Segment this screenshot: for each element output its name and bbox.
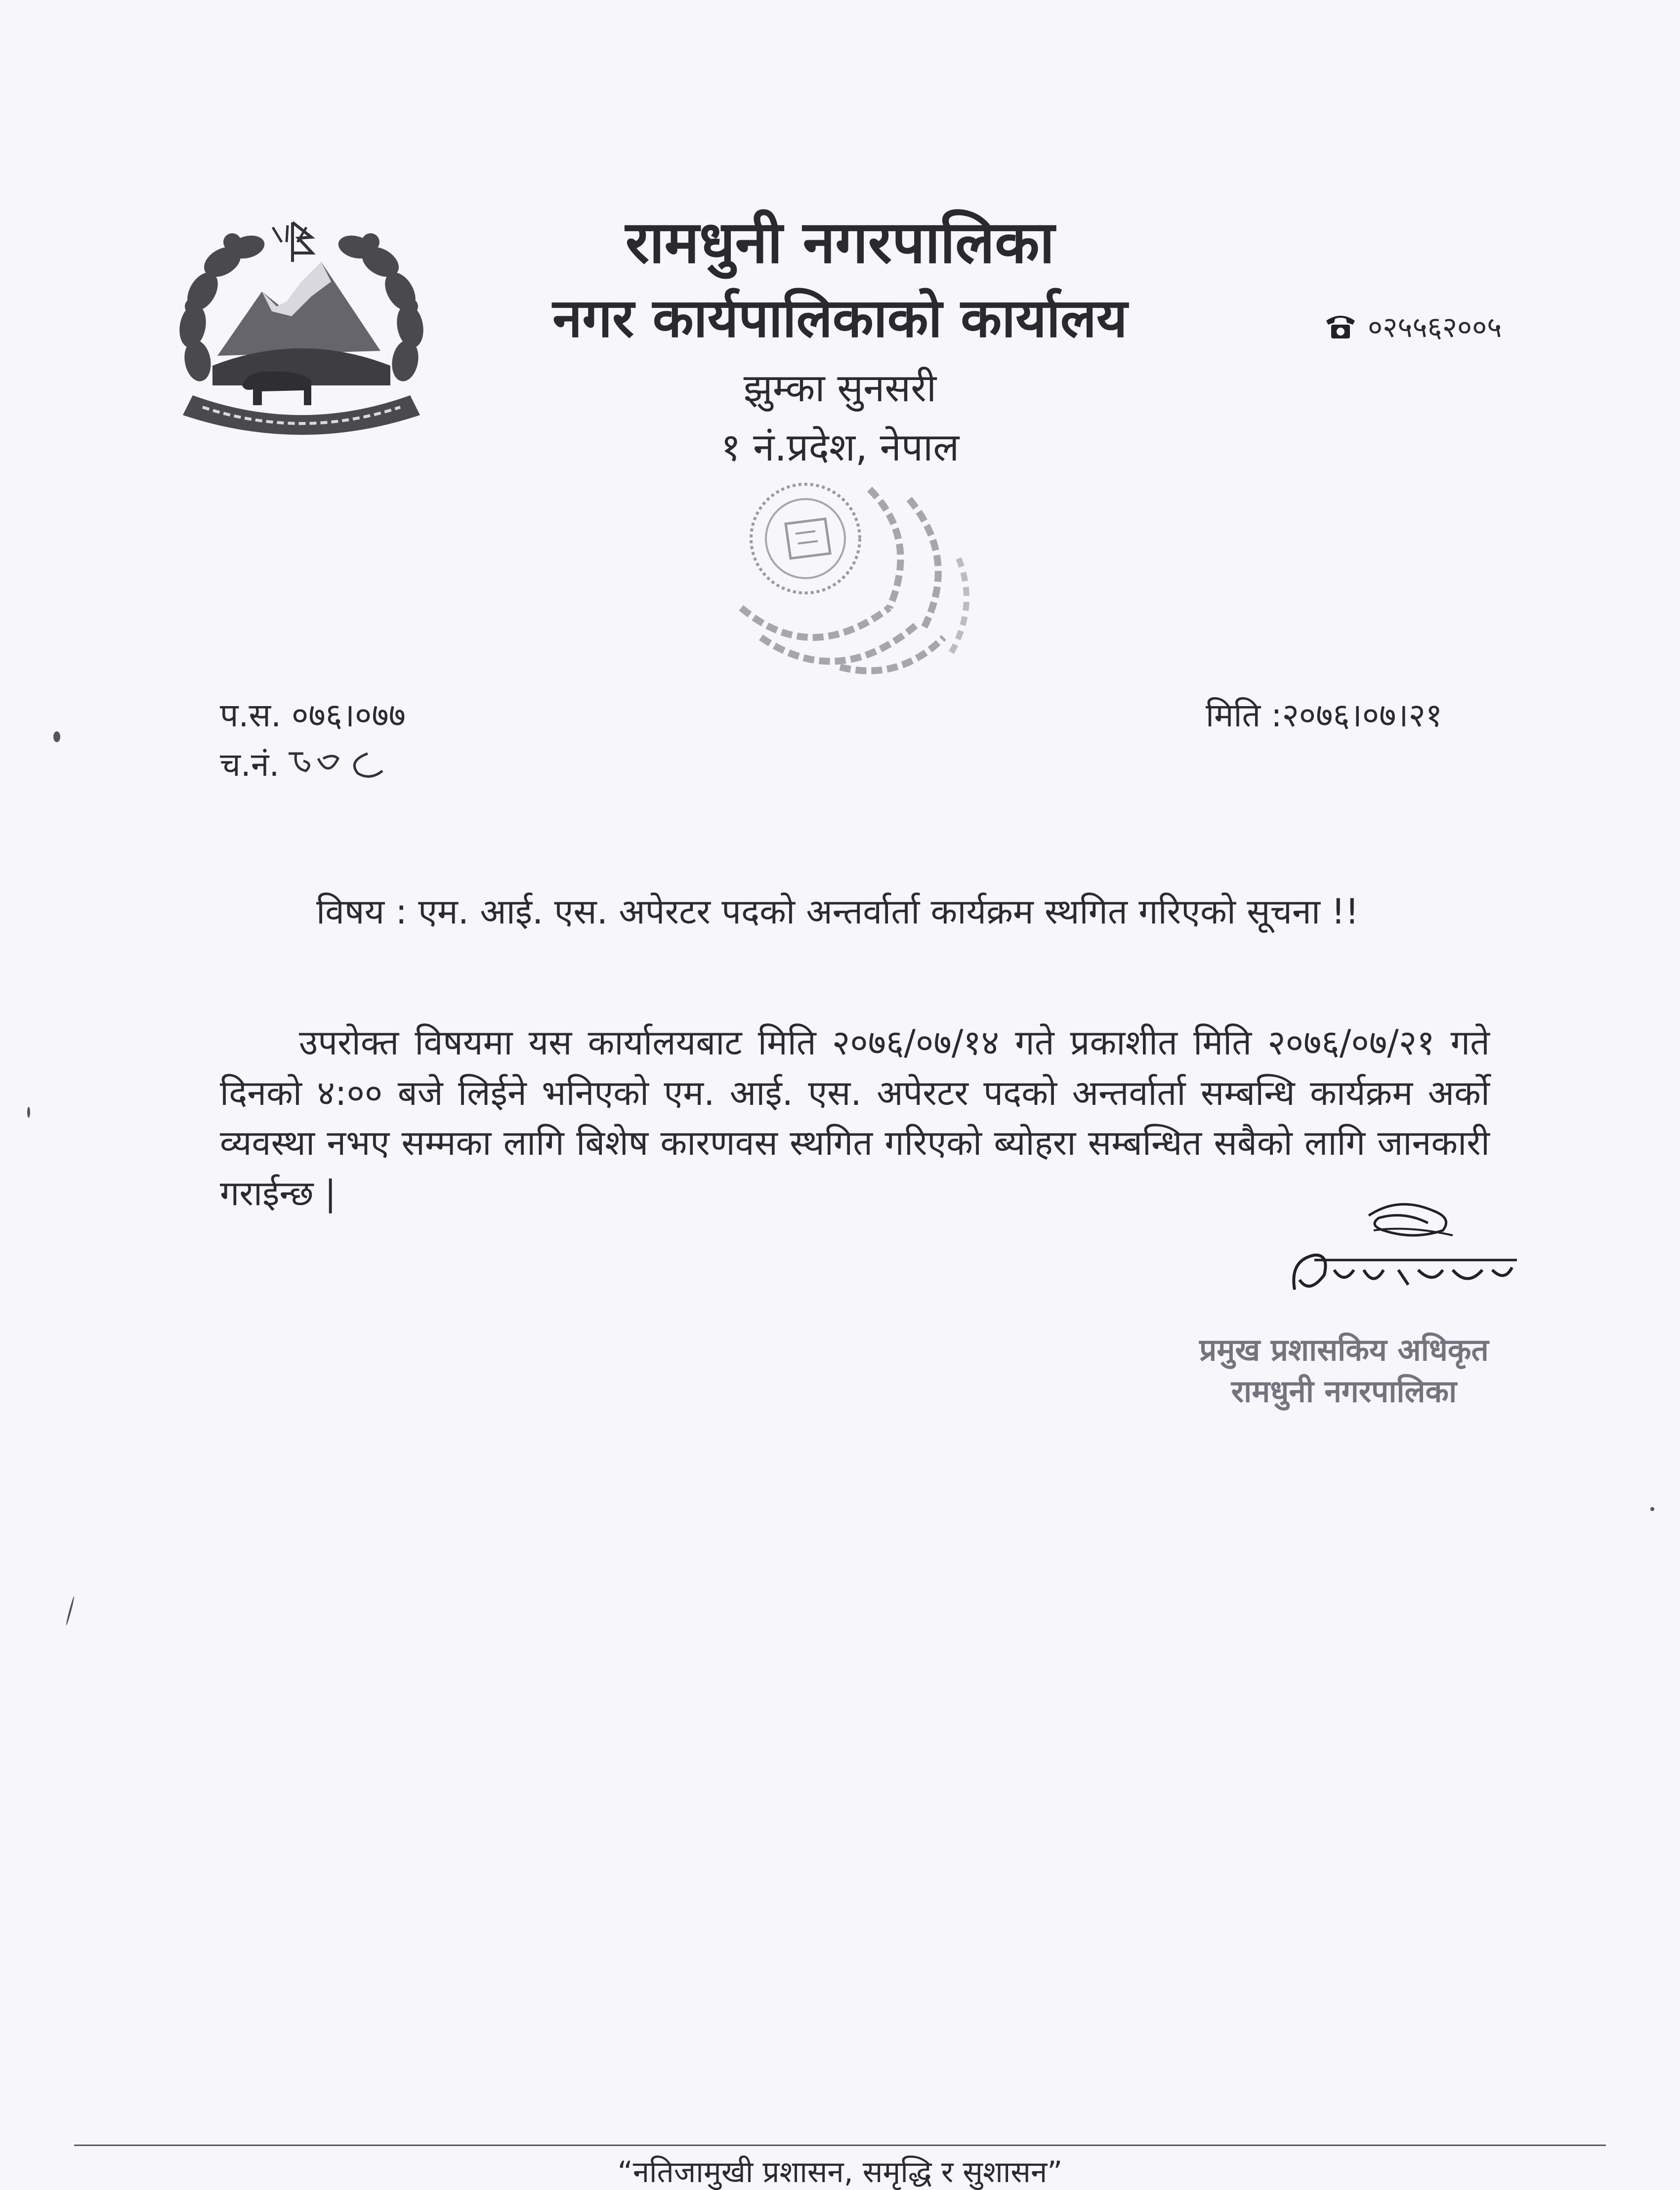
- handwritten-dispatch-number: [284, 744, 397, 783]
- address-line-2: १ नं.प्रदेश, नेपाल: [720, 425, 960, 470]
- scan-speck: [27, 1107, 30, 1118]
- fiscal-year-reference: प.स. ०७६।०७७: [220, 696, 406, 734]
- office-name: नगर कार्यपालिकाको कार्यालय: [552, 288, 1128, 349]
- scan-speck: [53, 731, 60, 742]
- signatory-organization: रामधुनी नगरपालिका: [1231, 1373, 1457, 1409]
- address-line-1: झुम्का सुनसरी: [743, 366, 937, 411]
- office-seal-stamp-icon: [712, 460, 1018, 716]
- signatory-designation: प्रमुख प्रशासकिय अधिकृत: [1199, 1332, 1489, 1368]
- nepal-coat-of-arms-icon: [163, 208, 440, 450]
- signatory-title: [1166, 1329, 1522, 1412]
- telephone-icon: [1324, 313, 1357, 339]
- letter-date: मिति :२०७६।०७।२१: [1206, 696, 1443, 734]
- dispatch-number: [220, 741, 397, 786]
- dispatch-label: च.नं.: [220, 746, 280, 784]
- phone-number: [1324, 306, 1542, 345]
- scan-speck: [65, 1597, 75, 1626]
- phone-text: ०२५५६२००५: [1368, 310, 1502, 344]
- organization-name: रामधुनी नगरपालिका: [625, 208, 1055, 276]
- letter-subject: विषय : एम. आई. एस. अपेरटर पदको अन्तर्वार्ता कार्यक्रम स्थगित गरिएको सूचना !!: [316, 891, 1359, 932]
- scan-speck: [1650, 1507, 1654, 1511]
- letter-body: उपरोक्त विषयमा यस कार्यालयबाट मिति २०७६/०७/१४ गते प्रकाशीत मिति २०७६/०७/२१ गते दिनको ४:०० बजे लिईने भनिएको एम. आई. एस. अपेरटर पदको अन्तर्वार्ता सम्बन्धि कार्यक्रम अर्को व्यवस्था नभए सम्मका लागि बिशेष कारणवस स्थगित गरिएको ब्योहरा सम्बन्धित सबैको लागि जानकारी गराईन्छ |: [220, 1022, 1490, 1214]
- handwritten-signature: [1285, 1196, 1522, 1300]
- footer-divider: [74, 2145, 1606, 2146]
- footer-slogan: “नतिजामुखी प्रशासन, समृद्धि र सुशासन”: [617, 2155, 1063, 2190]
